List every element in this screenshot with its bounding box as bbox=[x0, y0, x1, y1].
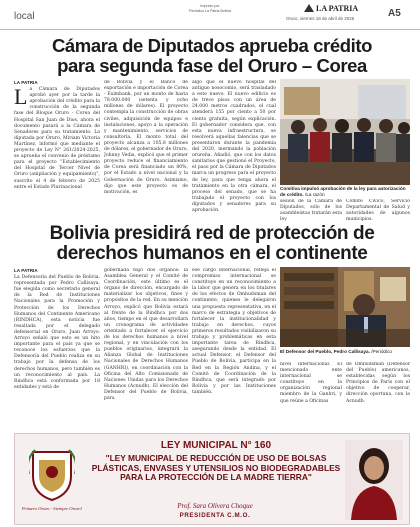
story2-column-4a-text: nivel internacional. El mencionado ente internacional se constituye en la organización regional miembro de la Ganhri, y que reúne a Oficinas bbox=[280, 362, 342, 404]
story2-column-4b-text: de Ombudsman (Defensor del Pueblo) americanos, establecidas según los Principios de París con el objetivo de cooperar, dirección oportuna, con la Acnudh. bbox=[346, 362, 410, 404]
story2-column-1 bbox=[14, 268, 100, 430]
story1-photo-image bbox=[280, 79, 410, 185]
story1-caption-bold: Comitiva impulsó aprobación de la ley para autorización de crédito. bbox=[280, 186, 406, 197]
story2-column-2-text: gobernada bajo dos órganos: la Asamblea General y el Comité de Coordinación, este último es el órgano de dirección, encargado de materializar los objetivos, fines y propósitos de la red. En su mención Arroyo, explicó que Bolivia estará al frente de la Rindhca por dos años, tiempo en el que desarrollará un cronograma de actividades orientado a fortalecer el ejercicio de los derechos humanos a nivel regional, y en vinculación con los pueblos originarios, integrará la Alianza Global de Instituciones Nacionales de Derechos Humanos (GANHRI), en coordinación con la Oficina del Alto Comisionado de Naciones Unidas para los Derechos Humanos (Acnudh). El elección del Defensor del Pueblo de Bolivia, para bbox=[104, 268, 188, 401]
page-header bbox=[0, 0, 420, 30]
story1-caption-credit: /La razón bbox=[305, 192, 325, 197]
ad-role: PRESIDENTA C.M.O. bbox=[179, 512, 251, 519]
newspaper-brand bbox=[304, 4, 358, 13]
ad-signature: Prof. Sara Olivera Choque bbox=[177, 502, 253, 510]
story1-column-2-text: de Bolivia y el Banco de exportación e importación de Corea - Eximbank, por un monto de hasta 78.000.000 (setenta y ocho millones de dólares). El proyecto contempla la construcción de obras civiles, adquisición de equipos e instalaciones, apoyo a la operación y mantenimiento, servicios de consultoría. El monto total del proyecto alcanza a 105.8 millones de dólares, el gobernador de Oruro, Johnny Vedia, explicó que el primer proyecto reduce el financiamiento de Corea será financiado un 80%, por el Estado a nivel nacional y la Gobernación de Oruro. Asimismo, dijo que este proyecto es de motivación, es bbox=[104, 80, 188, 195]
municipal-emblem-icon bbox=[29, 446, 75, 502]
municipal-ad bbox=[14, 433, 410, 525]
story2-column-3-text: ese cargo internacional, refleja el compromiso internacional se constituye en un reconocimiento a la labor que genera en los titulares de los efectos de Ombudsman del continente, quienes le delegaron una propuesta representativa, en el marco de estrategia y objetivos de fortalecer la institucionalidad y trabajo en derechos, cuyos primeros resultados visibilizaron su trabajo y problemáticas en esta importante tarea de Rindhca, asegurando desde la entidad. El actual Defensor, el Defensor del Pueblo de Bolivia, participa en la Red en la Región Andina, y el Comité de Coordinación de la Rindhca, que será integrado por Bolivia y por las Instituciones también. bbox=[192, 268, 276, 395]
story1-column-4a bbox=[280, 199, 342, 221]
publisher-line-1: Impreso por bbox=[200, 4, 220, 8]
publisher-line-2: Periódico La Patria Bolivia bbox=[189, 9, 231, 13]
story2-column-2 bbox=[104, 268, 188, 430]
story2-column-1-text: La Defensoría del Pueblo de Bolivia, representada por Pedro Callisaya, fue elegida como secretario general de la Red de Instituciones Nacionales para la Promoción y Protección de los Derechos Humanos del Continente Americano (RINDHCA), esta noticia fue resaltada por el delegado defensorial en Oruro, Juan Arroyo. Arroyo señaló que esto es un hito importante para el país ya que se reconoce los esfuerzos que la Defensoría del Pueblo realiza en su trabajo por la defensa de los derechos humanos, pero también es un reconocimiento al país. La Rindhca está conformada por 18 entidades y está de bbox=[14, 275, 100, 390]
ad-motto: Primero Oruro - Siempre Oruro! bbox=[21, 506, 83, 511]
story2-caption-credit: /Periódico bbox=[371, 349, 393, 354]
story1-column-4a-text: sesión de la Cámara de Diputados, sólo de los asambleístas tratarán esta ley bbox=[280, 199, 342, 221]
ad-law-title: "LEY MUNICIPAL DE REDUCCIÓN DE USO DE BOLSAS PLÁSTICAS, ENVASES Y UTENSILIOS NO BIODEGRADABLES PARA LA PROTECCIÓN DE LA MADRE TIERRA" bbox=[91, 453, 341, 483]
story1-column-1-text: a Cámara de Diputados aprobó ayer por la tarde la aprobación del crédito para la construcción de la segunda fase del Bloque Oruro - Corea del Hospital San Juan de Dios, ahora el documento pasará a la Cámara de Senadores para su tratamiento. La diputada por Oruro, Miriam Victoria Martínez, informó que mediante el proyecto de Ley N° 261/2024-2025, se aprueba el convenio de préstamo para el proyecto "Establecimiento del Hospital de Tercer Nivel de Oruro (ampliación y equipamiento)", suscrito el 4 de febrero de 2025 entre el Estado Plurinacional bbox=[14, 87, 100, 190]
page-number: A5 bbox=[388, 8, 401, 19]
dateline: Oruro, viernes 18 de abril de 2025 bbox=[286, 16, 355, 21]
story2-headline-line-1: Bolivia presidirá red de protección de bbox=[49, 223, 375, 244]
story1-column-1 bbox=[14, 80, 100, 220]
story1-column-4b-text: Comité Cívico, Servicio Departamental de Salud y autoridades de algunos municipios. bbox=[346, 199, 410, 221]
story1-photo bbox=[280, 79, 410, 185]
story2-photo-image bbox=[280, 267, 410, 347]
brand-logo-icon bbox=[304, 4, 314, 12]
story1-headline-line-1: Cámara de Diputados aprueba crédito bbox=[51, 35, 373, 56]
story1-column-3 bbox=[192, 80, 276, 220]
story2-photo bbox=[280, 267, 410, 347]
publisher-credit bbox=[168, 4, 252, 14]
ad-law-number: LEY MUNICIPAL N° 160 bbox=[160, 440, 272, 451]
story2-source: LA PATRIA bbox=[14, 268, 38, 273]
story2-headline-line-2: derechos humanos en el continente bbox=[56, 243, 368, 264]
story2-caption-bold: El Defensor del Pueblo, Pedro Callisaya. bbox=[280, 349, 370, 354]
story1-column-3-text: algo que el nuevo hospital del antiguo nosocomio, será trasladado a este nuevo. El nuevo edificio es de trece pisos con un área de 24.000 metros cuadrados, el cual atenderá 155 por ciento a 50 por ciento gratuita, según explicación. El gobernador considera que, con esta nueva infraestructura, se resolverá aquellas falencias que se presentaron durante la pandemia del 2020, mermando la población orureña. Añadió, que con los datos sanitarios que gestionó el Proyecto, el paso por la Cámara de Diputados marca un progreso para el proyecto de ley, para que tenga ahora el tratamiento en la otra cámara, el proceso del senado, que se ha trabajado el proyecto con los diputados y senadores para su aprobación. bbox=[192, 80, 276, 213]
story2-photo-caption bbox=[280, 349, 410, 355]
brand-name: LA PATRIA bbox=[316, 4, 359, 13]
story1-headline bbox=[14, 36, 410, 76]
story1-headline-line-2: para segunda fase del Oruro – Corea bbox=[57, 55, 367, 76]
story1-source: LA PATRIA bbox=[14, 80, 38, 85]
story1-column-2 bbox=[104, 80, 188, 220]
story2-column-4a bbox=[280, 362, 342, 430]
story2-headline bbox=[14, 224, 410, 264]
story1-dropcap: L bbox=[14, 84, 28, 110]
story1-column-4b bbox=[346, 199, 410, 221]
ad-portrait-photo bbox=[345, 440, 403, 520]
story2-column-3 bbox=[192, 268, 276, 430]
story1-photo-caption bbox=[280, 186, 410, 198]
story2-column-4b bbox=[346, 362, 410, 430]
section-label: local bbox=[14, 11, 35, 22]
